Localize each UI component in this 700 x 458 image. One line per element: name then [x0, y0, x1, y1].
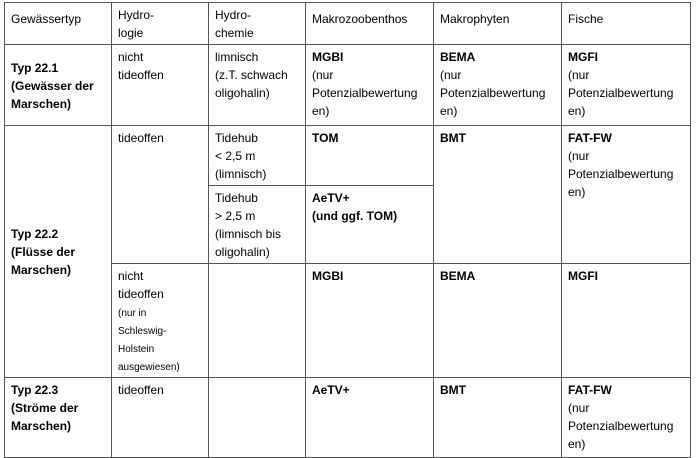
header-row [5, 3, 691, 45]
cell-hydrologie-22-1: nicht tideoffen [112, 45, 209, 126]
cell-makrophyten-22-3: BMT [434, 378, 562, 458]
cell-hydrochemie-22-2-empty [209, 264, 306, 378]
method-note: (nur Potenzialbewertung en) [568, 149, 674, 199]
cell-typ-22-1: Typ 22.1 (Gewässer der Marschen) [5, 45, 112, 126]
row-typ-22-2-tide-low [5, 126, 691, 186]
row-typ-22-1 [5, 45, 691, 126]
cell-hydrologie-22-2: tideoffen [112, 126, 209, 264]
method-mgfi: MGFI [568, 50, 598, 64]
cell-fische-22-3 [562, 378, 691, 458]
method-note: (nur Potenzialbewertung en) [312, 68, 418, 118]
header-fische: Fische [562, 3, 691, 45]
hydrologie-value: nicht tideoffen [118, 269, 164, 301]
assessment-methods-table [4, 2, 691, 458]
method-note: (nur Potenzialbewertung en) [440, 68, 546, 118]
cell-hydrochemie-22-2-b: Tidehub > 2,5 m (limnisch bis oligohalin) [209, 186, 306, 264]
cell-fische-22-2-c: MGFI [562, 264, 691, 378]
cell-hydrologie-22-3: tideoffen [112, 378, 209, 458]
method-note: (nur Potenzialbewertung en) [568, 401, 674, 451]
cell-makrozoobenthos-22-2-c: MGBI [306, 264, 434, 378]
hydrologie-note: (nur in Schleswig- Holstein ausgewiesen) [118, 308, 180, 373]
cell-fische-22-1 [562, 45, 691, 126]
cell-makrozoobenthos-22-3: AeTV+ [306, 378, 434, 458]
assessment-table-wrapper [4, 2, 691, 458]
cell-makrophyten-22-2: BMT [434, 126, 562, 264]
cell-makrophyten-22-2-c: BEMA [434, 264, 562, 378]
method-note: (nur Potenzialbewertung en) [568, 68, 674, 118]
cell-typ-22-2: Typ 22.2 (Flüsse der Marschen) [5, 126, 112, 378]
cell-makrozoobenthos-22-2-b: AeTV+ (und ggf. TOM) [306, 186, 434, 264]
cell-hydrologie-22-2-nicht-tideoffen [112, 264, 209, 378]
cell-makrozoobenthos-22-2-a: TOM [306, 126, 434, 186]
cell-typ-22-3: Typ 22.3 (Ströme der Marschen) [5, 378, 112, 458]
cell-fische-22-2 [562, 126, 691, 264]
method-bema: BEMA [440, 50, 476, 64]
method-fat-fw: FAT-FW [568, 383, 612, 397]
cell-hydrochemie-22-1: limnisch (z.T. schwach oligohalin) [209, 45, 306, 126]
header-makrozoobenthos: Makrozoobenthos [306, 3, 434, 45]
header-gewaessertyp: Gewässertyp [5, 3, 112, 45]
header-hydrochemie: Hydro- chemie [209, 3, 306, 45]
method-mgbi: MGBI [312, 50, 344, 64]
header-makrophyten: Makrophyten [434, 3, 562, 45]
row-typ-22-3 [5, 378, 691, 458]
header-hydrologie: Hydro- logie [112, 3, 209, 45]
method-fat-fw: FAT-FW [568, 131, 612, 145]
cell-makrozoobenthos-22-1 [306, 45, 434, 126]
cell-hydrochemie-22-3 [209, 378, 306, 458]
cell-hydrochemie-22-2-a: Tidehub < 2,5 m (limnisch) [209, 126, 306, 186]
cell-makrophyten-22-1 [434, 45, 562, 126]
